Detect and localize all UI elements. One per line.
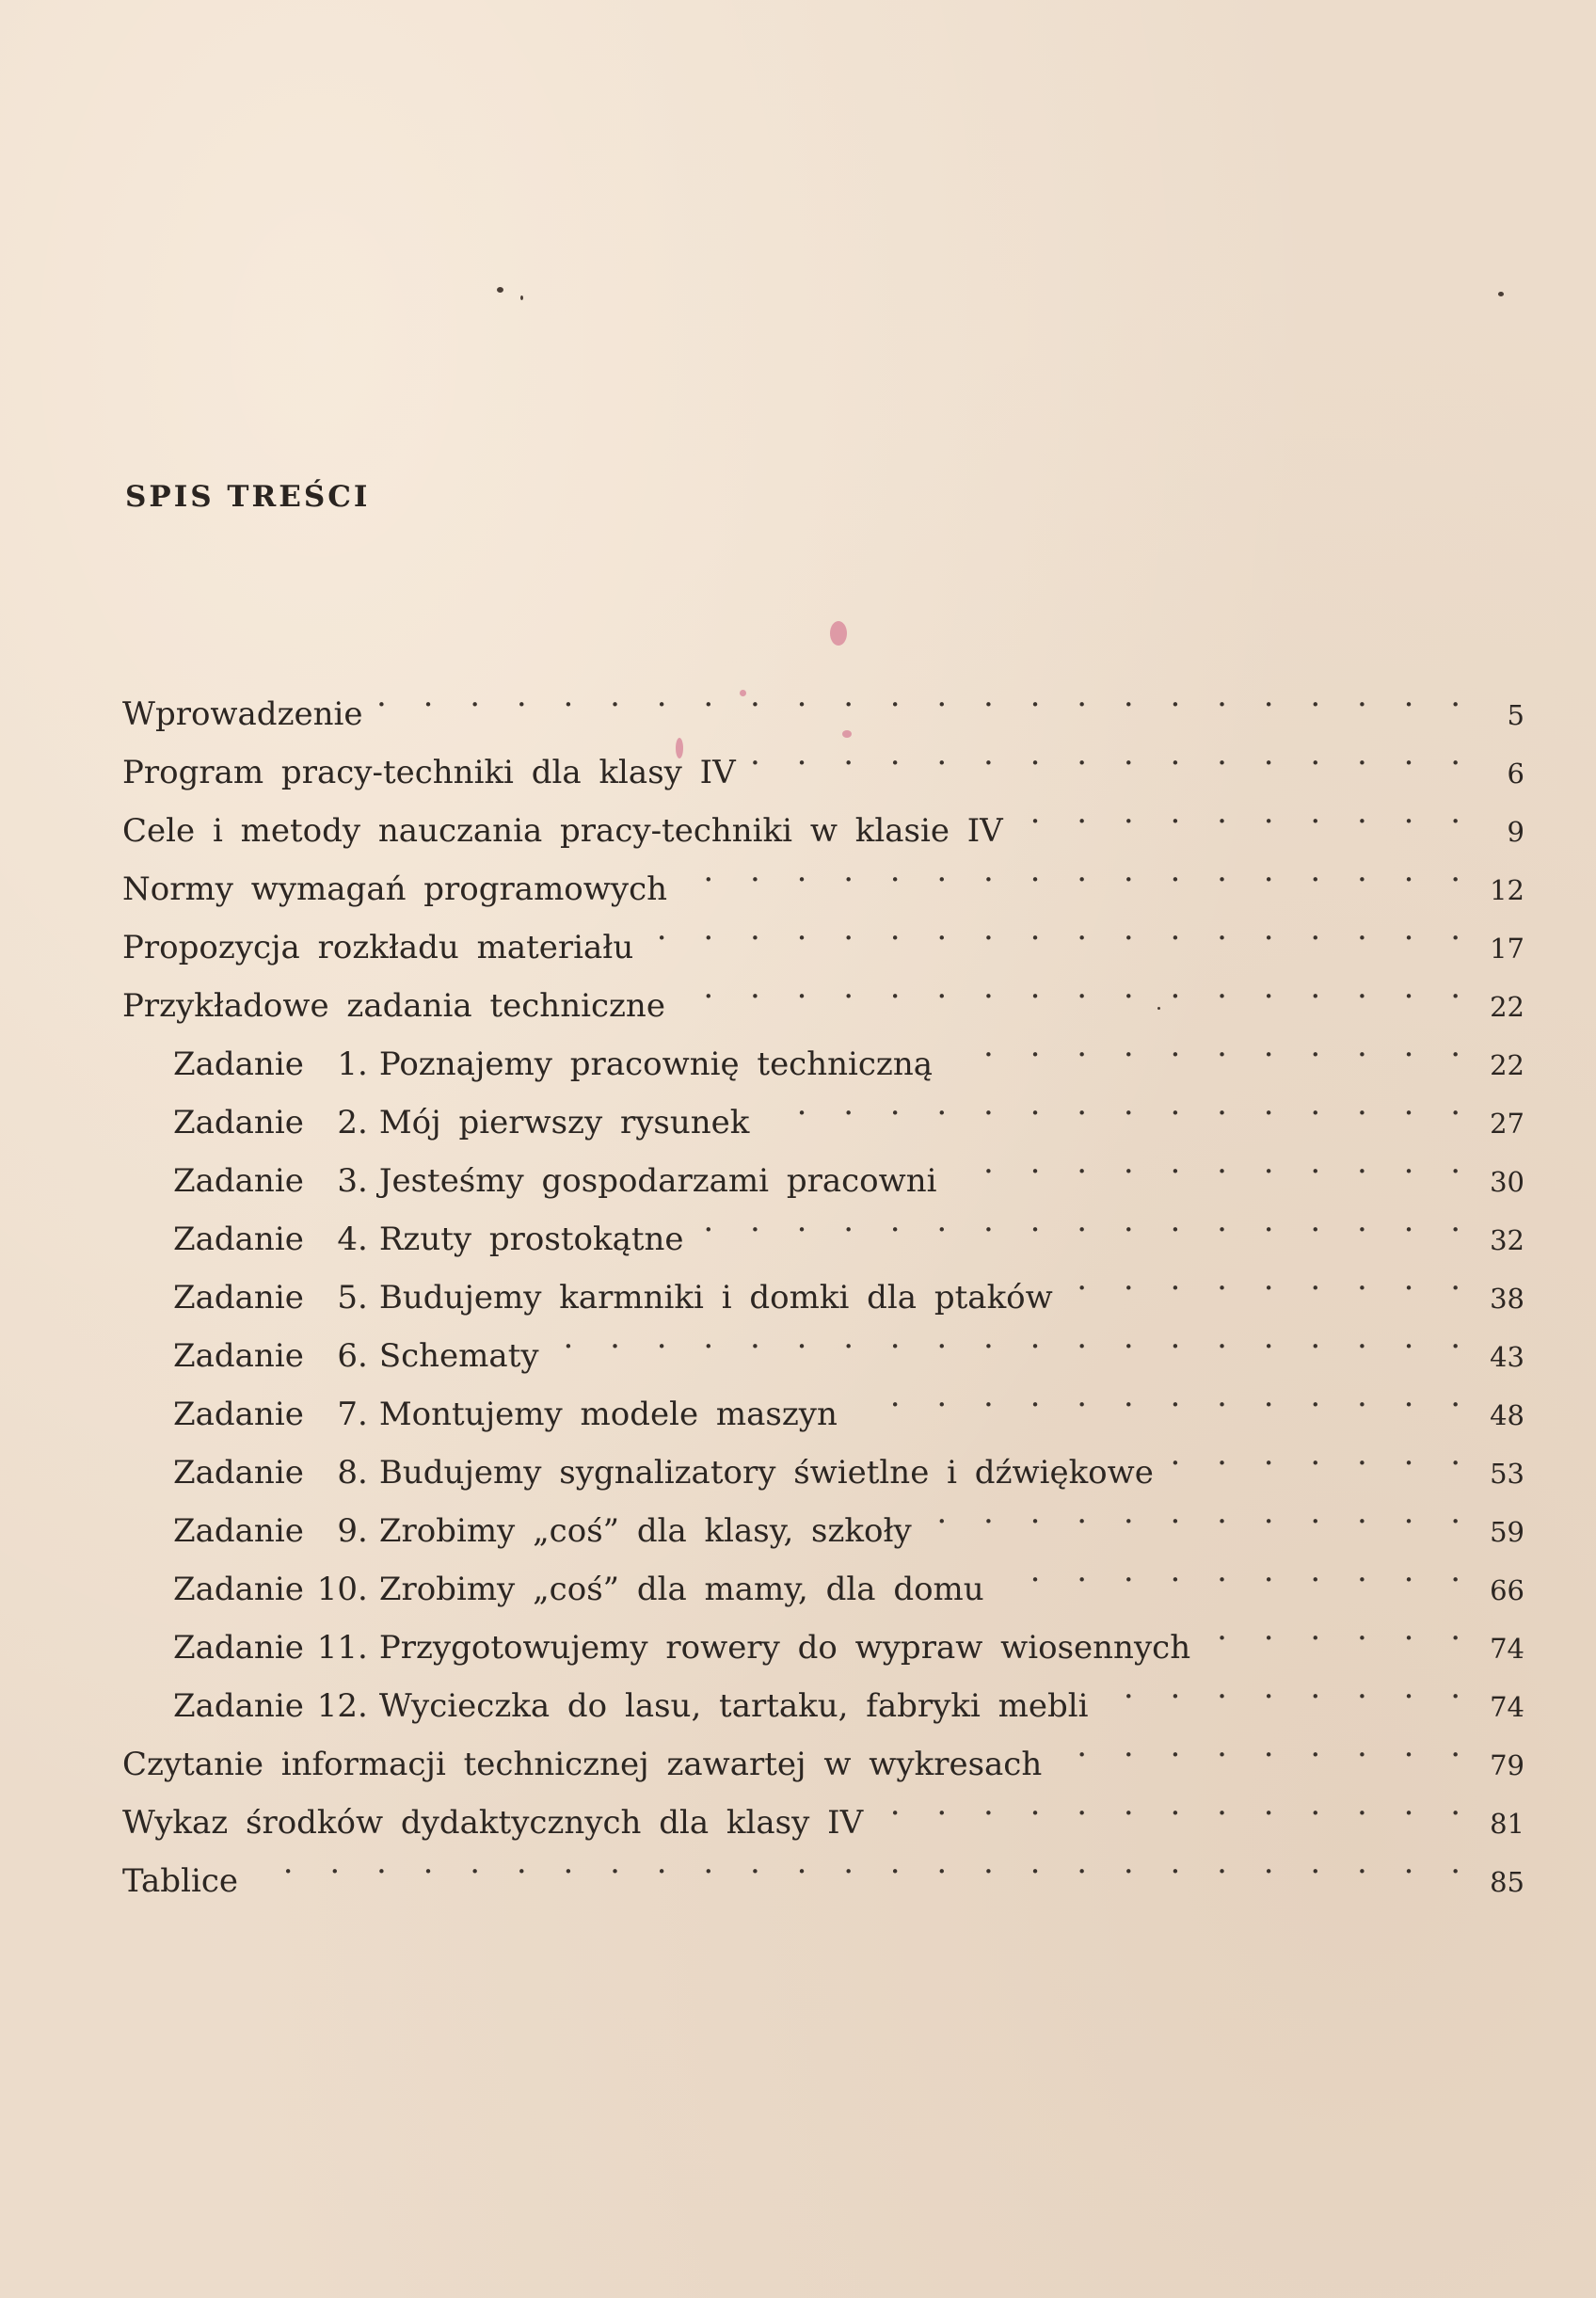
toc-entry-title: Wprowadzenie [122,695,363,733]
toc-entry-label: Poznajemy pracownię techniczną [378,1045,934,1083]
table-of-contents [122,666,1524,1900]
toc-entry-prefix: Zadanie [173,1454,304,1492]
toc-entry-prefix: Zadanie [173,1512,304,1550]
toc-entry-label: Montujemy modele maszyn [378,1396,838,1433]
toc-entry-label: Jesteśmy gospodarzami pracowni [378,1162,937,1200]
toc-entry-title [173,1327,539,1385]
toc-entry-number: 5. [337,1279,368,1317]
toc-entry-prefix: Zadanie [173,1045,304,1083]
dot-leader [554,1308,1474,1366]
toc-entry-label: Schematy [378,1337,539,1375]
toc-entry-number: 7. [337,1396,368,1433]
toc-page-number: 22 [1490,991,1524,1023]
dot-leader [1205,1600,1474,1658]
toc-entry-prefix: Zadanie [173,1162,304,1200]
toc-entry [122,1833,1524,1900]
dot-leader [999,1541,1474,1600]
toc-entry-label: Wycieczka do lasu, tartaku, fabryki mebli [378,1687,1089,1725]
toc-entry-number: 3. [337,1162,368,1200]
toc-entry-prefix: Zadanie [173,1571,304,1608]
toc-entry-label: Przygotowujemy rowery do wypraw wiosennych [378,1629,1191,1667]
dot-leader [648,900,1474,958]
ink-speck [1498,292,1504,296]
toc-entry-prefix: Zadanie [173,1629,304,1667]
toc-page-number: 53 [1490,1458,1524,1490]
dot-leader [878,1775,1474,1833]
dot-leader [680,958,1474,1016]
toc-page-number: 74 [1490,1691,1524,1723]
toc-entry-prefix: Zadanie [173,1279,304,1317]
toc-entry-title [173,1210,684,1269]
toc-page-number: 27 [1490,1108,1524,1140]
toc-page-number: 81 [1490,1808,1524,1840]
toc-entry-label: Rzuty prostokątne [378,1221,684,1258]
toc-entry-title [173,1619,1190,1677]
toc-entry-title [173,1677,1089,1735]
dot-leader [764,1075,1474,1133]
toc-entry-title [173,1093,749,1152]
toc-entry-title [173,1560,984,1619]
toc-page-number: 85 [1490,1866,1524,1898]
toc-entry-number: 1. [337,1045,368,1083]
dot-leader [1057,1716,1474,1775]
dot-leader [1068,1250,1474,1308]
dot-leader [1104,1658,1474,1716]
dot-leader [751,725,1474,783]
toc-page-number: 48 [1490,1399,1524,1431]
toc-entry [122,666,1524,733]
toc-entry-label: Zrobimy „coś” dla mamy, dla domu [378,1571,984,1608]
toc-page-number: 74 [1490,1633,1524,1665]
toc-entry-prefix: Zadanie [173,1221,304,1258]
toc-entry-prefix: Zadanie [173,1687,304,1725]
toc-entry-number: 2. [337,1104,368,1141]
toc-page-number: 9 [1507,816,1524,848]
toc-entry-number: 12. [316,1687,368,1725]
toc-page-number: 6 [1507,758,1524,790]
toc-entry-number: 4. [337,1221,368,1258]
toc-entry-title: Normy wymagań programowych [122,870,668,908]
toc-entry-number: 6. [337,1337,368,1375]
toc-entry-number: 10. [316,1571,368,1608]
toc-entry-prefix: Zadanie [173,1104,304,1141]
toc-entry-number: 8. [337,1454,368,1492]
dot-leader [253,1833,1474,1891]
toc-entry-prefix: Zadanie [173,1337,304,1375]
toc-entry-label: Budujemy sygnalizatory świetlne i dźwiękowe [378,1454,1154,1492]
toc-page-number: 59 [1490,1516,1524,1548]
toc-entry-prefix: Zadanie [173,1396,304,1433]
toc-page-number: 38 [1490,1283,1524,1315]
dot-leader [699,1191,1474,1250]
toc-entry-title: Tablice [122,1862,238,1900]
toc-page-number: 22 [1490,1049,1524,1081]
toc-entry-number: 11. [316,1629,368,1667]
page-title: SPIS TREŚCI [125,480,371,514]
toc-page-number: 5 [1507,699,1524,731]
toc-page-number: 43 [1490,1341,1524,1373]
toc-entry-title: Program pracy-techniki dla klasy IV [122,754,736,791]
toc-entry-label: Mój pierwszy rysunek [378,1104,750,1141]
toc-page-number: 32 [1490,1224,1524,1256]
toc-page-number: 17 [1490,933,1524,965]
toc-page-number: 66 [1490,1574,1524,1606]
pink-stain [830,621,847,646]
toc-entry-label: Budujemy karmniki i domki dla ptaków [378,1279,1053,1317]
toc-entry-number: 9. [337,1512,368,1550]
dot-leader [682,841,1474,900]
toc-entry-title [173,1385,838,1444]
toc-entry-title: Wykaz środków dydaktycznych dla klasy IV [122,1804,864,1842]
toc-entry-title: Przykładowe zadania techniczne [122,987,665,1025]
toc-page-number: 79 [1490,1749,1524,1781]
ink-speck [497,287,503,293]
toc-entry-title: Czytanie informacji technicznej zawartej w wykresach [122,1746,1043,1783]
dot-leader [853,1366,1474,1425]
toc-entry-title: Cele i metody nauczania pracy-techniki w klasie IV [122,812,1003,850]
toc-entry-label: Zrobimy „coś” dla klasy, szkoły [378,1512,912,1550]
dot-leader [1018,783,1474,841]
dot-leader [927,1483,1474,1541]
dot-leader [952,1133,1475,1191]
dot-leader [1169,1425,1474,1483]
dot-leader [378,666,1475,725]
toc-page-number: 12 [1490,874,1524,906]
toc-entry-title [173,1502,912,1560]
toc-entry-title: Propozycja rozkładu materiału [122,929,634,966]
ink-speck [520,295,523,300]
toc-page-number: 30 [1490,1166,1524,1198]
dot-leader [948,1016,1474,1075]
